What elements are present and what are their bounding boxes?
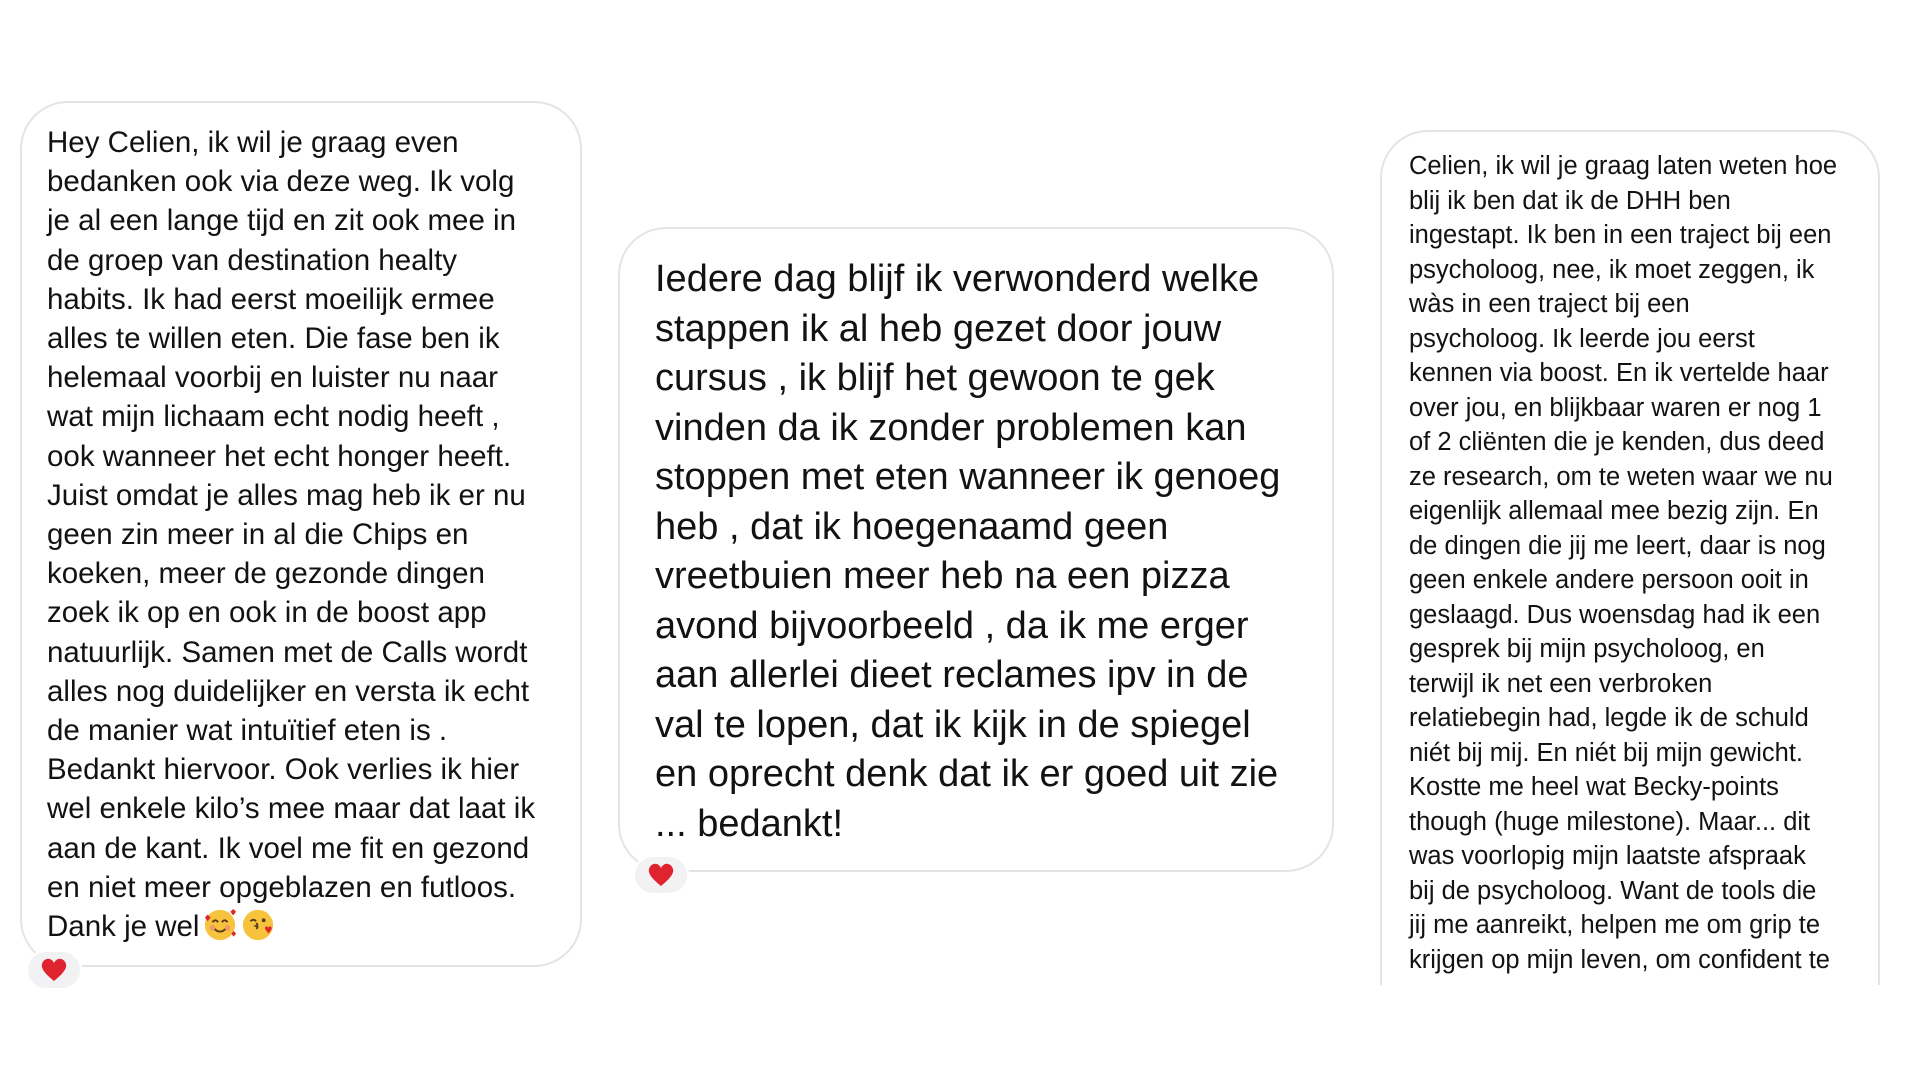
face-blowing-kiss-emoji	[241, 908, 275, 942]
heart-reaction-2[interactable]	[633, 855, 689, 895]
message-text-3: Celien, ik wil je graag laten weten hoe blij ik ben dat ik de DHH ben ingestapt. Ik ben in een traject bij een psycholoog, nee, ik moet zeggen, ik wàs in een traject bij een psycholoog. Ik leerde jou eerst kennen via boost. En ik vertelde haar over jou, en blijkbaar waren er nog 1 of 2 cliënten die je kenden, dus deed ze research, om te weten waar we nu eigenlijk allemaal mee bezig zijn. En de dingen die jij me leert, daar is nog geen enkele andere persoon ooit in geslaagd. Dus woensdag had ik een gesprek bij mijn psycholoog, en terwijl ik net een verbroken relatiebegin had, legde ik de schuld niét bij mij. En niét bij mijn gewicht. Kostte me heel wat Becky-points though (huge milestone). Maar... dit was voorlopig mijn laatste afspraak bij de psycholoog. Want de tools die jij me aanreikt, helpen me om grip te krijgen op mijn leven, om confident te	[1409, 152, 1838, 974]
red-heart-icon	[647, 862, 675, 888]
message-bubble-3[interactable]	[1380, 130, 1880, 1000]
bubble-3-crop-edge	[1380, 985, 1880, 1085]
message-text-2: Iedere dag blijf ik verwonderd welke stappen ik al heb gezet door jouw cursus , ik blijf het gewoon te gek vinden da ik zonder problemen kan stoppen met eten wanneer ik genoeg heb , dat ik hoegenaamd geen vreetbuien meer heb na een pizza avond bijvoorbeeld , da ik me erger aan allerlei dieet reclames ipv in de val te lopen, dat ik kijk in de spiegel en oprecht denk dat ik er goed uit zie ... bedankt!	[655, 258, 1281, 845]
heart-reaction-1[interactable]	[26, 950, 82, 990]
red-heart-icon	[40, 957, 68, 983]
message-bubble-1[interactable]	[20, 101, 582, 967]
smiling-face-with-hearts-emoji	[203, 908, 237, 942]
message-bubble-2[interactable]	[618, 227, 1334, 872]
message-text-1-body: Hey Celien, ik wil je graag even bedanken ook via deze weg. Ik volg je al een lange tijd en zit ook mee in de groep van destination healty habits. Ik had eerst moeilijk ermee alles te willen eten. Die fase ben ik helemaal voorbij en luister nu naar wat mijn lichaam echt nodig heeft , ook wanneer het echt honger heeft. Juist omdat je alles mag heb ik er nu geen zin meer in al die Chips en koeken, meer de gezonde dingen zoek ik op en ook in de boost app natuurlijk. Samen met de Calls wordt alles nog duidelijker en versta ik echt de manier wat intuïtief eten is . Bedankt hiervoor. Ook verlies ik hier wel enkele kilo’s mee maar dat laat ik aan de kant. Ik voel me fit en gezond en niet meer opgeblazen en futloos. Dank je wel	[47, 126, 536, 944]
message-text-1	[22, 103, 580, 946]
